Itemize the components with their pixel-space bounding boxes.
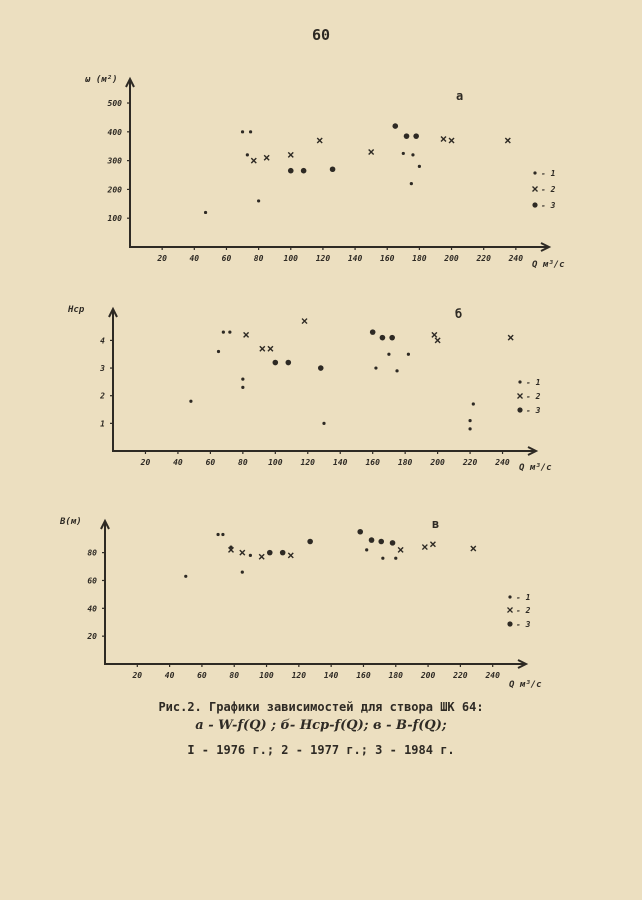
caption-line-1: Рис.2. Графики зависимостей для створа ШК 64: — [158, 700, 484, 714]
x-axis-label: Q м³/с — [532, 260, 565, 270]
legend-label: - 2 — [526, 392, 541, 401]
y-tick-label: 300 — [107, 156, 122, 166]
data-point-1976 — [217, 350, 220, 353]
x-tick-label: 140 — [333, 458, 348, 467]
data-point-1976 — [402, 152, 405, 155]
data-point-1976 — [221, 533, 224, 536]
x-tick-label: 200 — [444, 254, 459, 263]
x-tick-label: 20 — [140, 458, 151, 467]
x-tick-label: 20 — [157, 254, 167, 263]
legend-marker-cross — [518, 394, 523, 399]
data-point-1976 — [394, 557, 397, 560]
data-point-1976 — [241, 386, 244, 389]
y-tick-label: 2 — [100, 391, 105, 401]
caption-line-3: I - 1976 г.; 2 - 1977 г.; 3 - 1984 г. — [187, 743, 455, 757]
data-point-1977 — [302, 319, 307, 324]
x-tick-label: 60 — [205, 458, 216, 467]
x-tick-label: 40 — [164, 671, 175, 680]
x-tick-label: 60 — [221, 254, 232, 263]
chart-a-omega — [0, 62, 642, 272]
data-point-1976 — [387, 353, 390, 356]
x-tick-label: 220 — [453, 671, 468, 680]
data-point-1977 — [471, 546, 476, 551]
data-point-1977 — [441, 137, 446, 142]
axis-lines — [113, 310, 535, 451]
legend-marker-circle — [532, 202, 537, 207]
x-tick-label: 160 — [356, 671, 371, 680]
data-point-1976 — [468, 427, 471, 430]
x-tick-label: 60 — [197, 671, 207, 680]
data-point-1984 — [280, 550, 286, 556]
y-tick-label: 100 — [107, 214, 122, 224]
data-point-1984 — [357, 529, 363, 535]
y-axis-label: B(м) — [60, 517, 82, 527]
data-point-1984 — [380, 335, 386, 341]
data-point-1984 — [267, 550, 273, 556]
data-point-1976 — [472, 402, 475, 405]
legend-marker-dot — [533, 171, 536, 174]
data-point-1977 — [505, 138, 510, 143]
x-tick-label: 120 — [315, 254, 331, 263]
x-tick-label: 160 — [380, 254, 395, 263]
data-point-1984 — [369, 537, 375, 543]
y-tick-label: 4 — [100, 336, 105, 346]
x-tick-label: 240 — [485, 671, 500, 680]
legend-label: - 3 — [516, 620, 531, 629]
x-tick-label: 100 — [283, 254, 298, 263]
data-point-1984 — [318, 365, 324, 371]
data-point-1984 — [330, 166, 336, 172]
data-point-1984 — [301, 168, 307, 174]
axis-lines — [130, 80, 548, 247]
data-point-1976 — [407, 353, 410, 356]
x-tick-label: 80 — [253, 254, 264, 263]
x-tick-label: 100 — [268, 458, 283, 467]
x-tick-label: 120 — [291, 671, 307, 680]
legend-label: - 1 — [516, 593, 531, 602]
legend-label: - 3 — [541, 201, 556, 210]
data-point-1984 — [404, 133, 410, 139]
data-point-1984 — [370, 329, 376, 335]
data-point-1977 — [432, 332, 437, 337]
legend-marker-dot — [508, 595, 511, 598]
data-point-1984 — [392, 123, 398, 129]
data-point-1976 — [411, 153, 414, 156]
x-tick-label: 140 — [323, 671, 339, 680]
data-point-1976 — [184, 575, 187, 578]
x-tick-label: 160 — [365, 458, 380, 467]
data-point-1977 — [240, 550, 245, 555]
y-tick-label: 200 — [107, 185, 122, 195]
legend-label: - 2 — [516, 606, 531, 615]
data-point-1976 — [257, 199, 260, 202]
y-tick-label: 60 — [87, 576, 97, 586]
legend-label: - 1 — [526, 378, 541, 387]
data-point-1977 — [317, 138, 322, 143]
data-point-1977 — [422, 545, 427, 550]
x-tick-label: 180 — [388, 671, 403, 680]
data-point-1984 — [273, 360, 279, 366]
data-point-1976 — [468, 419, 471, 422]
x-tick-label: 140 — [347, 254, 363, 263]
axis-lines — [105, 522, 525, 664]
x-axis-label: Q м³/с — [509, 680, 542, 690]
x-tick-label: 220 — [476, 254, 491, 263]
data-point-1976 — [410, 182, 413, 185]
x-tick-label: 240 — [508, 254, 524, 263]
chart-b-depth — [0, 288, 642, 488]
data-point-1976 — [249, 130, 252, 133]
y-tick-label: 1 — [100, 419, 105, 429]
data-point-1976 — [241, 378, 244, 381]
x-axis-label: Q м³/с — [519, 463, 552, 473]
legend-label: - 2 — [541, 185, 556, 194]
x-tick-label: 40 — [189, 254, 200, 263]
x-tick-label: 100 — [259, 671, 274, 680]
x-tick-label: 20 — [132, 671, 143, 680]
data-point-1984 — [307, 539, 313, 545]
panel-letter: б — [455, 307, 463, 321]
x-tick-label: 80 — [238, 458, 248, 467]
data-point-1976 — [322, 422, 325, 425]
legend-marker-circle — [507, 621, 512, 626]
data-point-1977 — [369, 149, 374, 154]
panel-letter: а — [456, 89, 464, 103]
x-tick-label: 200 — [430, 458, 445, 467]
data-point-1977 — [259, 554, 264, 559]
data-point-1976 — [395, 369, 398, 372]
y-tick-label: 20 — [87, 632, 97, 642]
x-tick-label: 180 — [412, 254, 427, 263]
page-number: 60 — [311, 26, 331, 44]
data-point-1977 — [288, 553, 293, 558]
data-point-1976 — [204, 211, 207, 214]
y-tick-label: 40 — [87, 604, 97, 614]
legend-label: - 1 — [541, 169, 556, 178]
data-point-1977 — [251, 158, 256, 163]
x-tick-label: 80 — [229, 671, 240, 680]
y-tick-label: 80 — [87, 548, 97, 558]
x-tick-label: 180 — [397, 458, 413, 467]
data-point-1976 — [374, 366, 377, 369]
data-point-1976 — [216, 533, 219, 536]
y-tick-label: 400 — [107, 127, 122, 137]
y-axis-label: Hср — [68, 305, 85, 315]
data-point-1976 — [365, 548, 368, 551]
data-point-1976 — [249, 554, 252, 557]
x-tick-label: 40 — [173, 458, 183, 467]
x-tick-label: 240 — [495, 458, 510, 467]
data-point-1976 — [241, 571, 244, 574]
data-point-1977 — [430, 542, 435, 547]
data-point-1976 — [189, 400, 192, 403]
data-point-1984 — [378, 539, 384, 545]
caption-line-2: а - W-f(Q) ; б- Hср-f(Q); в - B-f(Q); — [195, 718, 447, 733]
data-point-1977 — [244, 332, 249, 337]
data-point-1976 — [246, 153, 249, 156]
legend-marker-cross — [508, 608, 513, 613]
data-point-1984 — [390, 540, 396, 546]
figure-caption — [0, 700, 642, 761]
data-point-1977 — [449, 138, 454, 143]
data-point-1977 — [260, 346, 265, 351]
y-tick-label: 3 — [100, 364, 105, 374]
legend-marker-dot — [518, 380, 521, 383]
data-point-1984 — [288, 168, 294, 174]
data-point-1976 — [418, 165, 421, 168]
data-point-1984 — [389, 335, 395, 341]
legend-label: - 3 — [526, 406, 541, 415]
y-tick-label: 500 — [107, 99, 122, 109]
chart-c-width — [0, 510, 642, 700]
data-point-1977 — [435, 338, 440, 343]
data-point-1976 — [381, 557, 384, 560]
data-point-1984 — [413, 133, 419, 139]
legend-marker-cross — [533, 187, 538, 192]
legend-marker-circle — [517, 407, 522, 412]
data-point-1977 — [288, 152, 293, 157]
data-point-1976 — [222, 331, 225, 334]
data-point-1977 — [398, 547, 403, 552]
data-point-1984 — [285, 360, 291, 366]
data-point-1977 — [264, 155, 269, 160]
x-tick-label: 200 — [420, 671, 436, 680]
data-point-1976 — [241, 130, 244, 133]
y-axis-label: ω (м²) — [85, 75, 118, 85]
data-point-1976 — [228, 331, 231, 334]
panel-letter: в — [432, 517, 440, 531]
data-point-1977 — [508, 335, 513, 340]
data-point-1977 — [268, 346, 273, 351]
x-tick-label: 220 — [462, 458, 478, 467]
x-tick-label: 120 — [300, 458, 315, 467]
